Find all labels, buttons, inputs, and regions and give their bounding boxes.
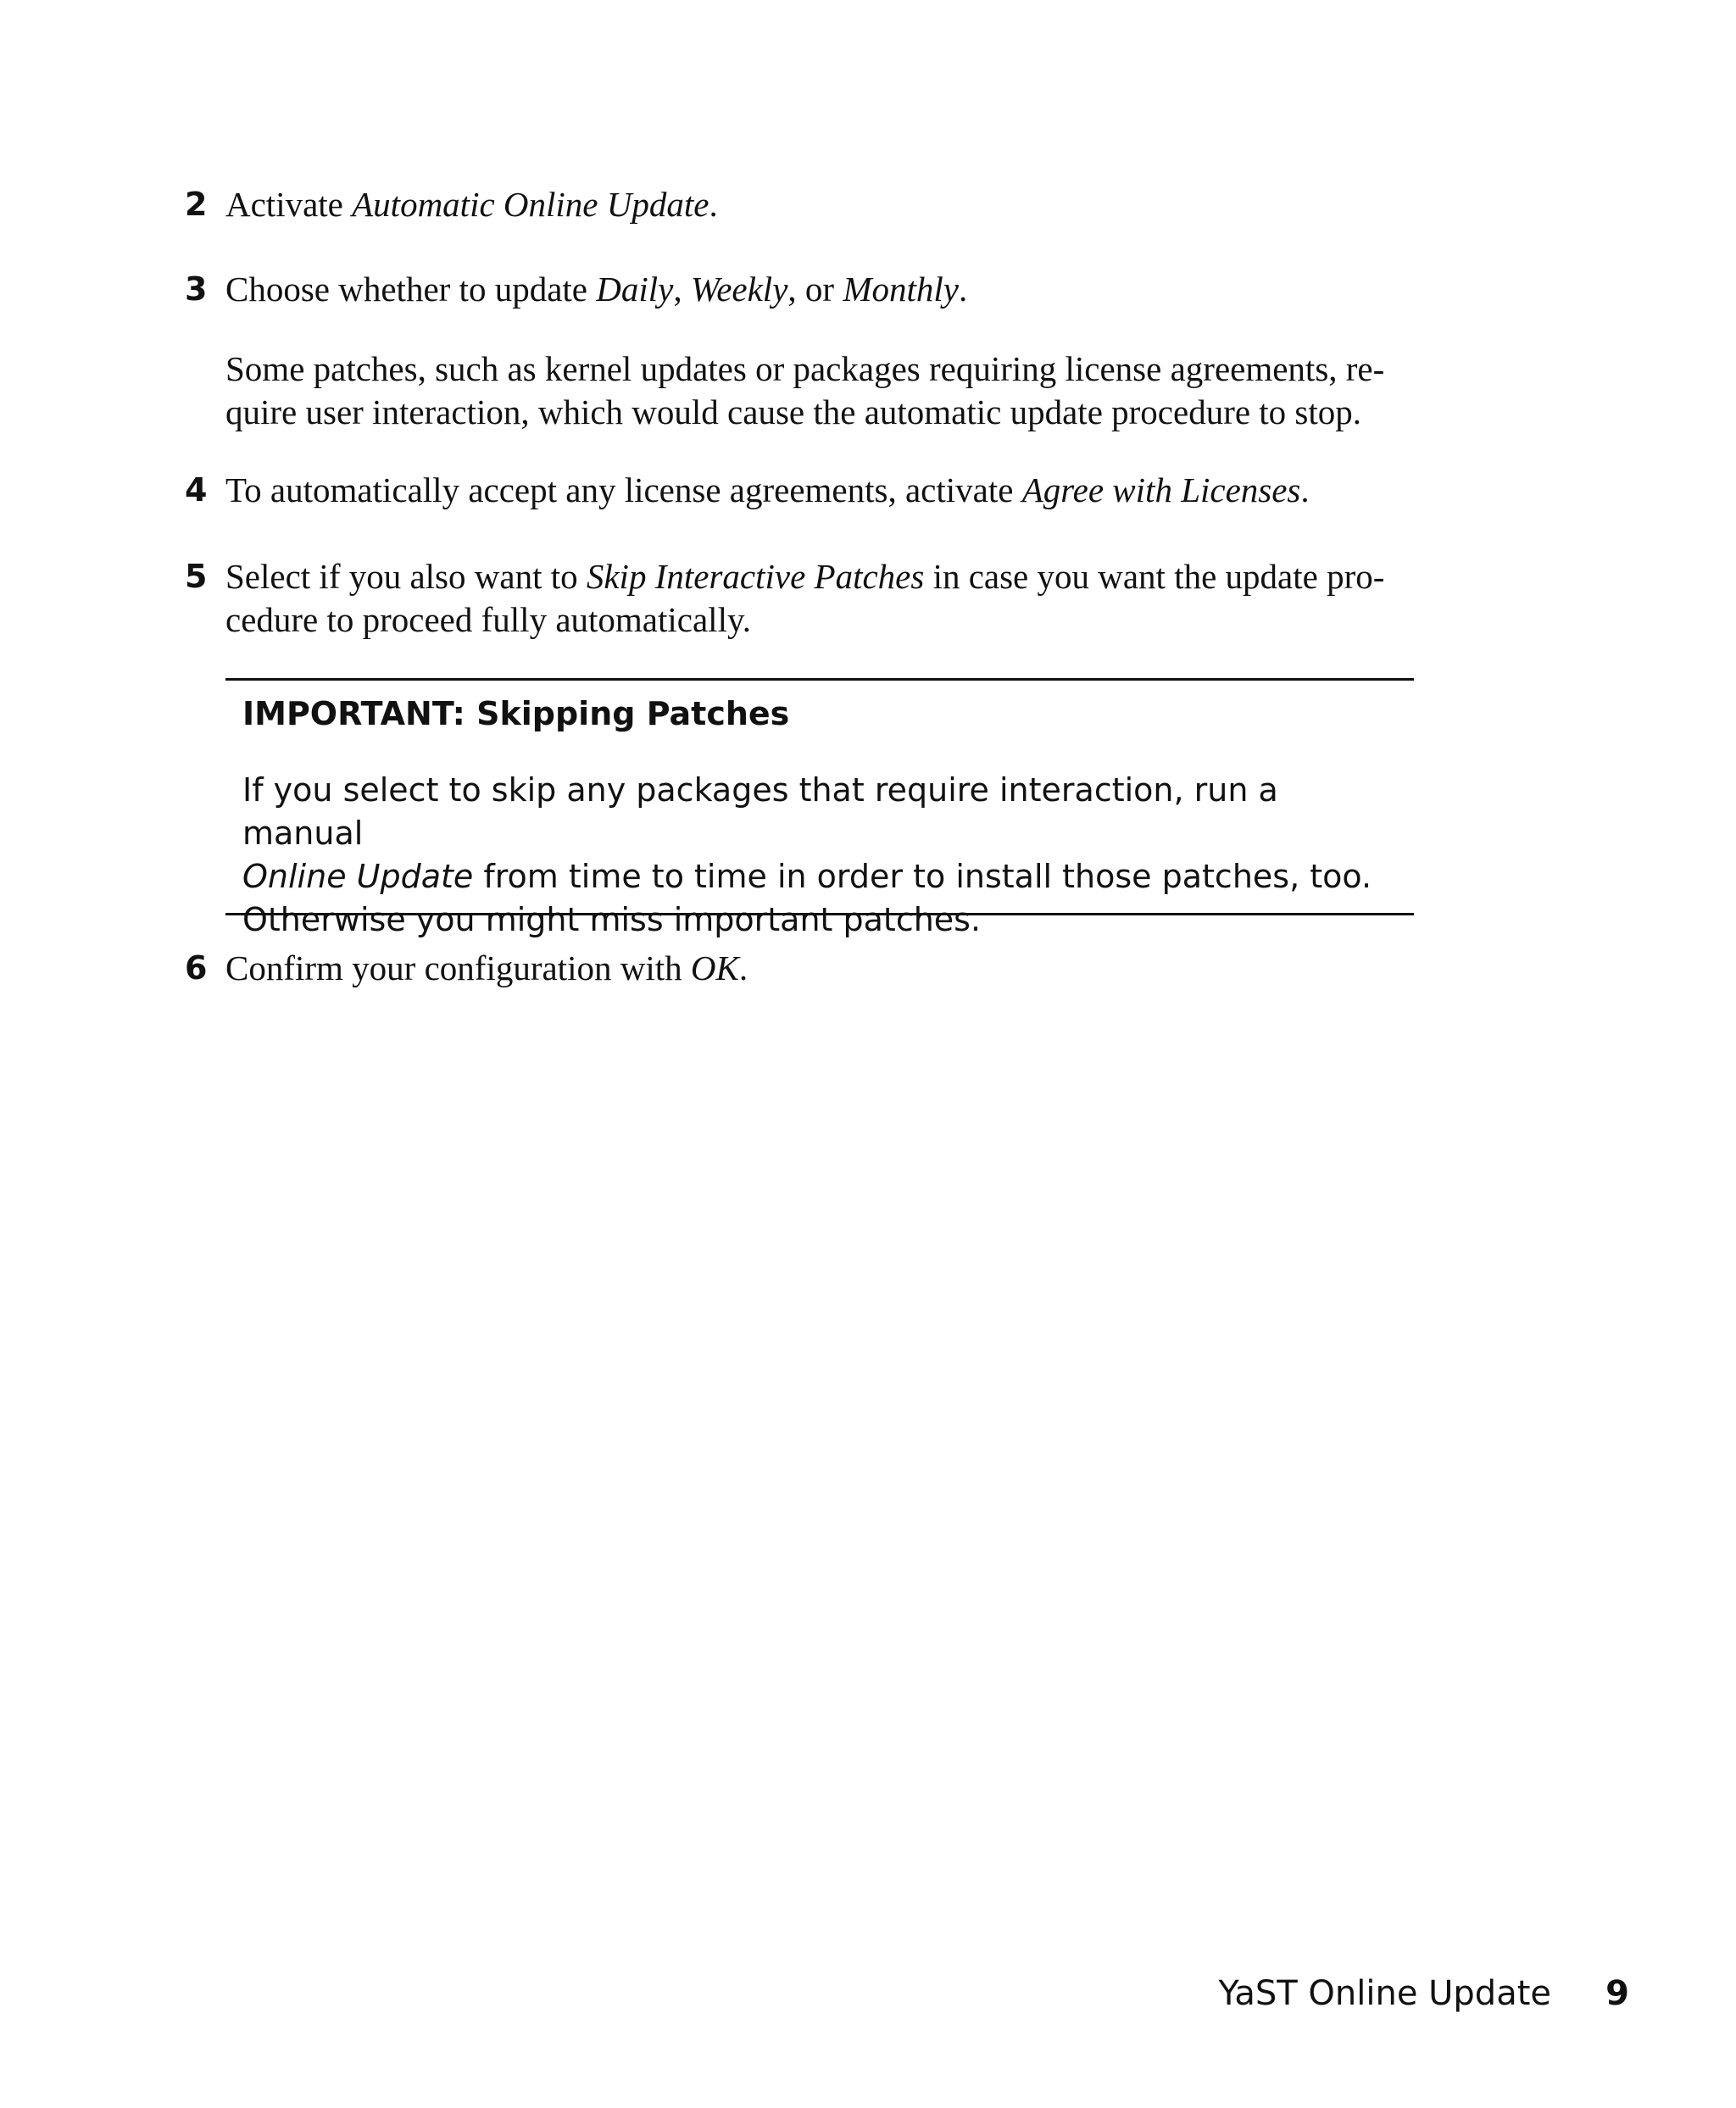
page-number: 9 xyxy=(1605,1974,1629,2013)
step-text xyxy=(225,268,1422,311)
text-segment: Activate xyxy=(225,185,353,224)
important-line: Otherwise you might miss important patches. xyxy=(242,901,982,938)
ui-term: Agree with Licenses xyxy=(1021,470,1301,509)
step-number: 4 xyxy=(185,471,208,509)
text-segment: To automatically accept any license agreements, activate xyxy=(225,470,1022,509)
text-line: cedure to proceed fully automatically. xyxy=(225,600,752,639)
important-title: IMPORTANT: Skipping Patches xyxy=(242,695,790,732)
text-segment: Confirm your configuration with xyxy=(225,948,691,987)
text-segment: , xyxy=(673,270,691,309)
text-segment: from time to time in order to install those patches, too. xyxy=(473,858,1372,895)
important-text xyxy=(242,769,1395,942)
step-text xyxy=(225,469,1422,512)
text-segment: Choose whether to update xyxy=(225,270,597,309)
important-box xyxy=(225,678,1414,938)
ui-term: Weekly xyxy=(690,270,788,309)
note-line: quire user interaction, which would cause the automatic update procedure to stop. xyxy=(225,392,1362,431)
ui-term: Online Update xyxy=(242,858,474,895)
text-segment: , or xyxy=(787,270,843,309)
ui-term: OK xyxy=(690,948,739,987)
step-number: 3 xyxy=(185,270,208,308)
text-segment: . xyxy=(709,185,718,224)
ui-term: Monthly xyxy=(843,270,959,309)
ui-term: Automatic Online Update xyxy=(352,185,709,224)
text-segment: . xyxy=(1300,470,1310,509)
important-line: If you select to skip any packages that require interaction, run a manual xyxy=(242,771,1278,852)
step-text xyxy=(225,555,1422,642)
step-text xyxy=(225,183,1422,226)
step-note xyxy=(225,348,1422,434)
ui-term: Daily xyxy=(596,270,674,309)
text-segment: . xyxy=(738,948,748,987)
text-segment: Select if you also want to xyxy=(225,557,587,596)
step-number: 2 xyxy=(185,186,208,223)
step-text xyxy=(225,947,1422,990)
step-number: 6 xyxy=(185,949,208,987)
note-line: Some patches, such as kernel updates or packages requiring license agreements, re- xyxy=(225,349,1385,388)
text-segment: in case you want the update pro- xyxy=(924,557,1385,596)
ui-term: Skip Interactive Patches xyxy=(586,557,925,596)
step-number: 5 xyxy=(185,558,208,595)
text-segment: . xyxy=(958,270,968,309)
footer-section-title: YaST Online Update xyxy=(1218,1974,1551,2013)
important-line xyxy=(242,855,1395,898)
